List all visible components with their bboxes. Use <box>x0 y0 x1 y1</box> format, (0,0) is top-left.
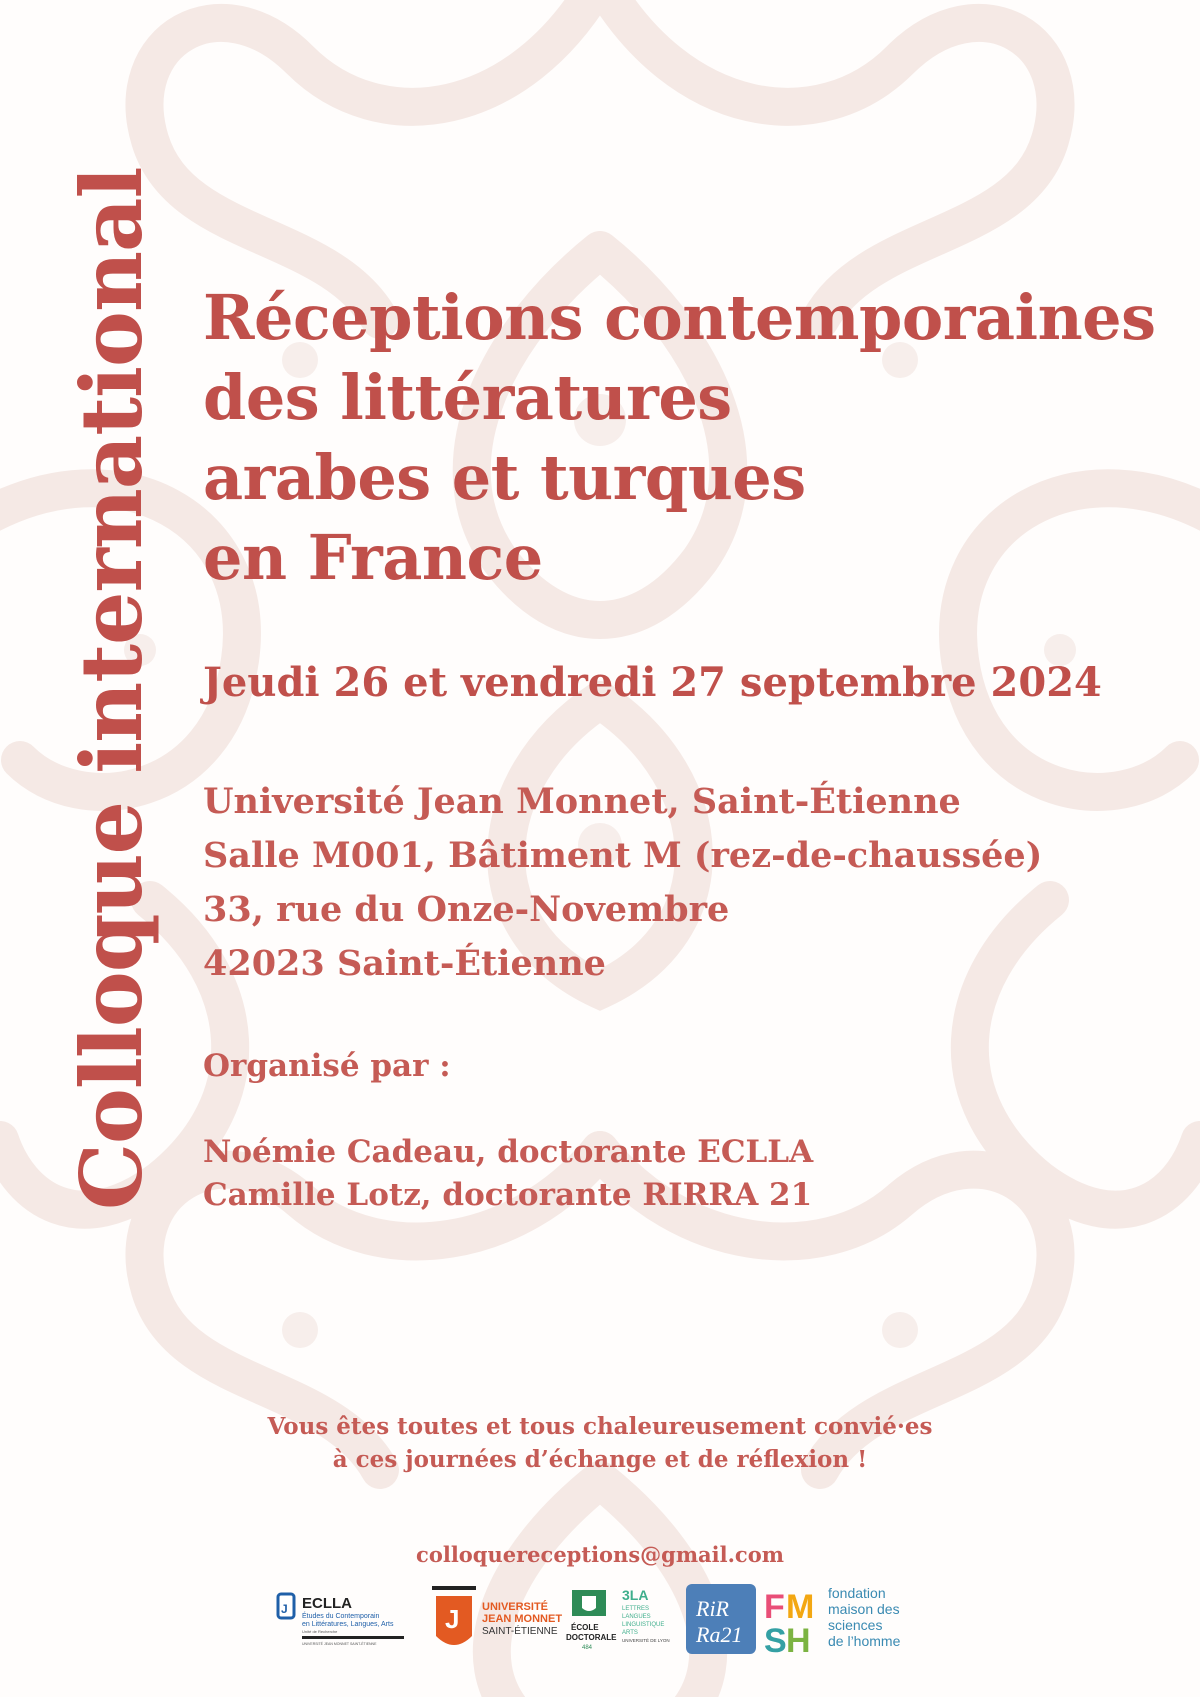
title-line: arabes et turques <box>203 441 806 514</box>
organiser: Noémie Cadeau, doctorante ECLLA <box>203 1134 814 1170</box>
svg-text:484: 484 <box>582 1645 593 1651</box>
venue-line: Université Jean Monnet, Saint-Étienne <box>203 781 961 822</box>
svg-text:Ra21: Ra21 <box>696 1622 743 1647</box>
svg-text:en Littératures, Langues, Arts: en Littératures, Langues, Arts <box>302 1621 394 1628</box>
svg-text:S: S <box>764 1622 787 1660</box>
svg-text:LANGUES: LANGUES <box>622 1614 651 1620</box>
svg-text:SAINT-ÉTIENNE: SAINT-ÉTIENNE <box>482 1626 558 1637</box>
svg-text:3LA: 3LA <box>622 1587 649 1603</box>
svg-text:Études du Contemporain: Études du Contemporain <box>302 1613 380 1620</box>
svg-text:ARTS: ARTS <box>622 1630 638 1636</box>
ujm-logo <box>428 1580 568 1660</box>
title-line: des littératures <box>203 361 732 434</box>
rirra21-logo <box>686 1584 756 1656</box>
invitation-line: à ces journées d’échange et de réflexion ! <box>332 1446 868 1473</box>
eclla-logo <box>270 1588 420 1648</box>
event-title <box>203 278 1156 598</box>
svg-text:LETTRES: LETTRES <box>622 1606 650 1612</box>
invitation-text <box>0 1410 1200 1476</box>
svg-text:ECLLA: ECLLA <box>302 1595 352 1612</box>
organiser: Camille Lotz, doctorante RIRRA 21 <box>203 1177 813 1213</box>
partner-logos <box>270 1580 950 1675</box>
svg-text:J: J <box>281 1602 288 1616</box>
svg-text:J: J <box>445 1604 460 1634</box>
svg-text:RiR: RiR <box>696 1596 729 1621</box>
organisers-list <box>203 1131 813 1217</box>
svg-text:sciences: sciences <box>828 1617 883 1633</box>
venue-line: Salle M001, Bâtiment M (rez-de-chaussée) <box>203 835 1043 876</box>
ecole-doctorale-logo <box>566 1586 618 1660</box>
svg-text:Unité de Recherche: Unité de Recherche <box>302 1629 338 1634</box>
title-line: en France <box>203 521 543 594</box>
svg-text:JEAN MONNET: JEAN MONNET <box>482 1613 563 1625</box>
svg-text:ÉCOLE: ÉCOLE <box>571 1623 599 1632</box>
svg-text:F: F <box>764 1588 785 1626</box>
title-line: Réceptions contemporaines <box>203 281 1156 354</box>
svg-text:maison des: maison des <box>828 1601 900 1617</box>
venue-line: 33, rue du Onze-Novembre <box>203 889 730 930</box>
event-date: Jeudi 26 et vendredi 27 septembre 2024 <box>203 659 1102 706</box>
venue-line: 42023 Saint-Étienne <box>203 943 606 984</box>
3la-logo <box>620 1586 682 1656</box>
svg-text:UNIVERSITÉ DE LYON: UNIVERSITÉ DE LYON <box>622 1638 670 1643</box>
colloque-international-label: Colloque international <box>62 167 161 1210</box>
svg-text:UNIVERSITÉ JEAN MONNET SAINT-É: UNIVERSITÉ JEAN MONNET SAINT-ÉTIENNE <box>302 1642 377 1646</box>
contact-email[interactable]: colloquereceptions@gmail.com <box>416 1542 784 1567</box>
svg-text:H: H <box>786 1622 811 1660</box>
organised-by-label: Organisé par : <box>203 1048 451 1084</box>
svg-text:fondation: fondation <box>828 1585 886 1601</box>
invitation-line: Vous êtes toutes et tous chaleureusement convié·es <box>267 1413 933 1440</box>
svg-text:M: M <box>786 1588 815 1626</box>
venue-address <box>203 775 1042 991</box>
svg-text:de l’homme: de l’homme <box>828 1633 901 1649</box>
fmsh-logo <box>762 1582 942 1662</box>
svg-text:UNIVERSITÉ: UNIVERSITÉ <box>482 1601 549 1613</box>
svg-text:LINGUISTIQUE: LINGUISTIQUE <box>622 1622 665 1628</box>
svg-text:DOCTORALE: DOCTORALE <box>566 1633 617 1642</box>
